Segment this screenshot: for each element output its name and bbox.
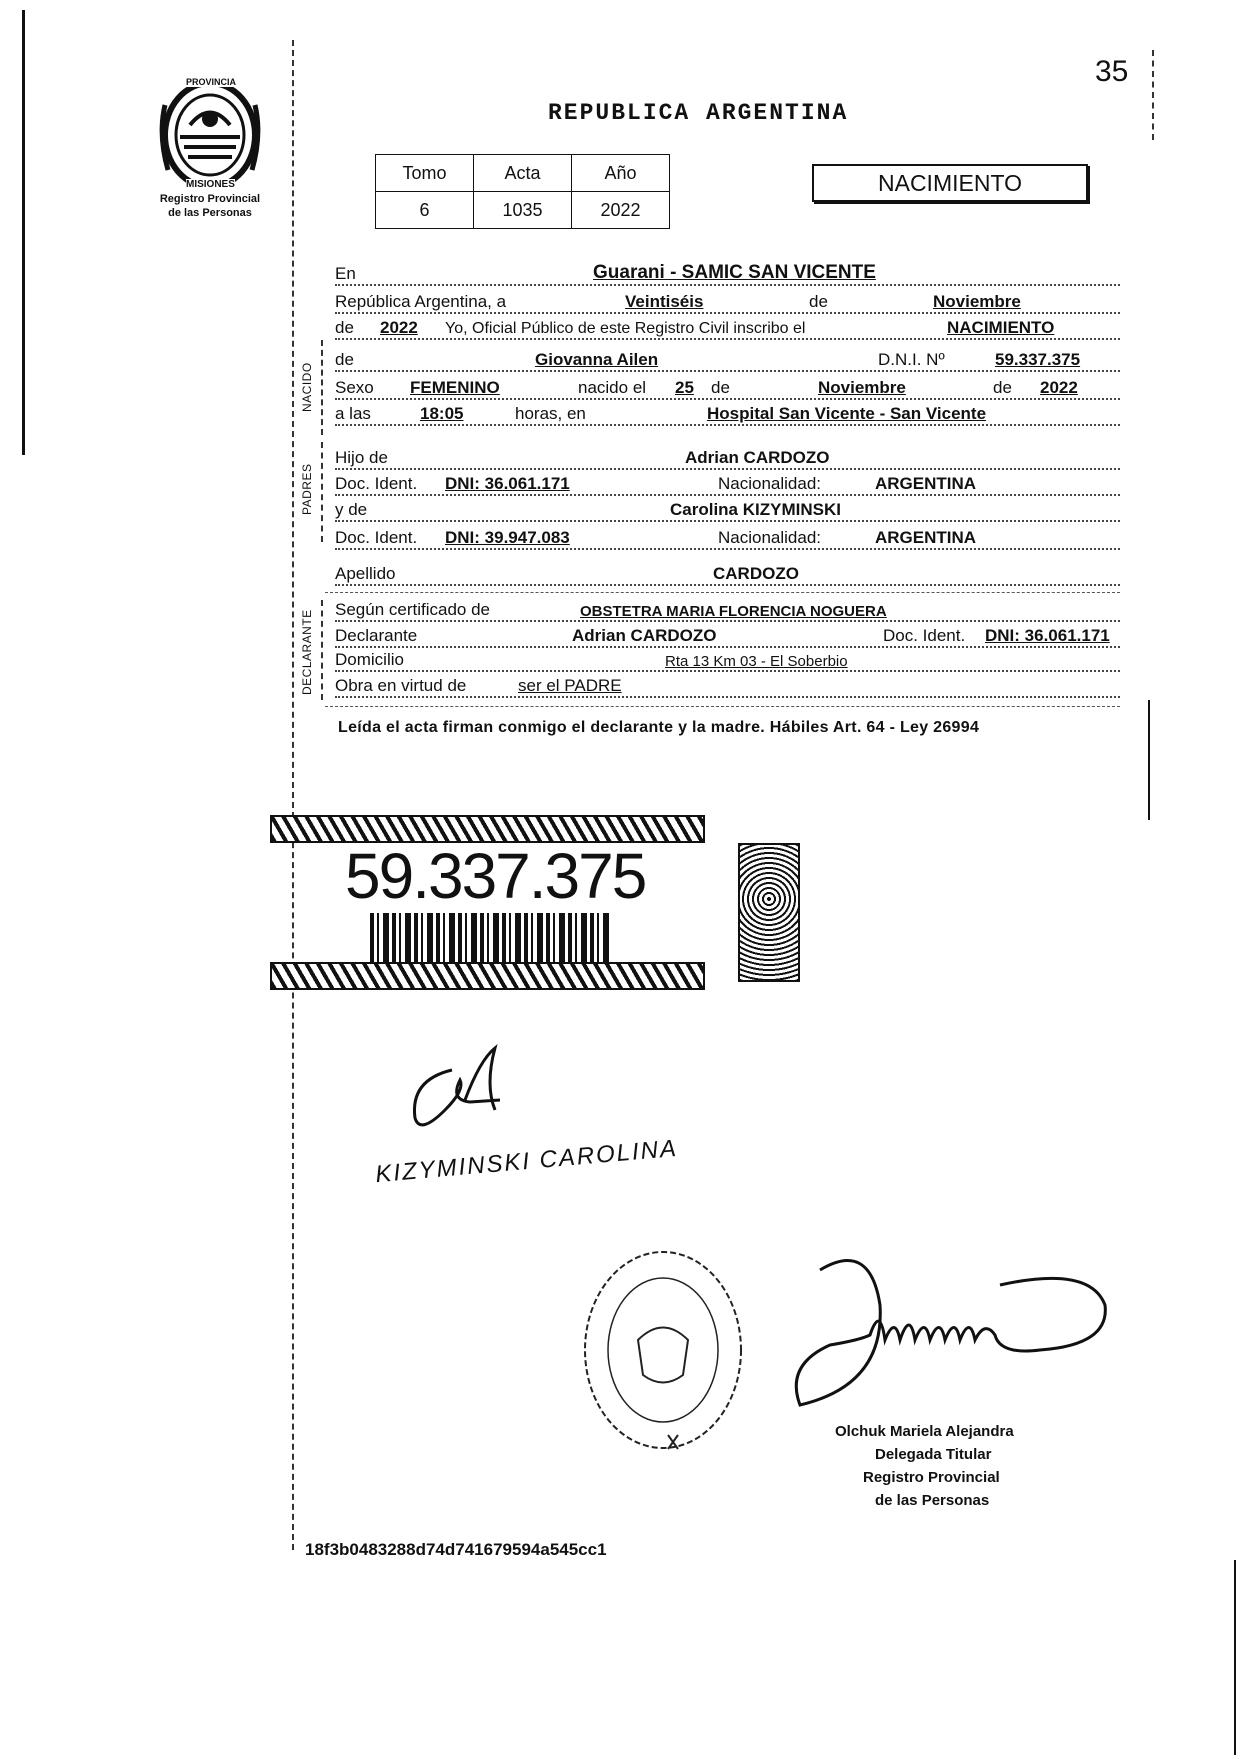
value-year: 2022 xyxy=(380,318,418,337)
record-table-header-row xyxy=(376,155,670,192)
official-signature-icon xyxy=(760,1245,1140,1415)
record-table-value-row xyxy=(376,192,670,229)
label-obra: Obra en virtud de xyxy=(335,676,467,695)
value-sexo: FEMENINO xyxy=(410,378,500,397)
value-madre-nac: ARGENTINA xyxy=(875,528,977,547)
value-en: Guarani - SAMIC SAN VICENTE xyxy=(593,262,876,283)
row-sexo xyxy=(335,376,1120,404)
provincial-seal xyxy=(150,75,270,195)
record-value-tomo: 6 xyxy=(376,192,474,229)
label-declarante: Declarante xyxy=(335,626,418,645)
label-doc-ident: Doc. Ident. xyxy=(335,474,418,493)
seal-emblem-bottom: MISIONES xyxy=(186,179,235,190)
row-certificado xyxy=(335,598,1120,626)
document-title: REPUBLICA ARGENTINA xyxy=(548,100,849,126)
row-hora xyxy=(335,402,1120,430)
label-hijo-de: Hijo de xyxy=(335,448,388,467)
value-obra: ser el PADRE xyxy=(518,676,622,695)
binding-line xyxy=(292,40,294,1550)
dni-stamp xyxy=(270,815,705,990)
label-inscribo: Yo, Oficial Público de este Registro Civil inscribo el xyxy=(445,320,806,337)
label-decl-doc: Doc. Ident. xyxy=(883,626,966,645)
seal-caption-1: Registro Provincial xyxy=(159,193,261,205)
row-apellido xyxy=(335,562,1120,590)
record-value-acta: 1035 xyxy=(474,192,572,229)
row-madre xyxy=(335,498,1120,526)
declarant-signature-icon xyxy=(400,1040,540,1140)
value-madre: Carolina KIZYMINSKI xyxy=(670,500,841,519)
record-header-tomo: Tomo xyxy=(376,155,474,192)
value-day-words: Veintiséis xyxy=(625,292,704,311)
label-domicilio: Domicilio xyxy=(335,650,404,669)
label-de2: de xyxy=(335,318,354,337)
record-header-anio: Año xyxy=(572,155,670,192)
row-domicilio xyxy=(335,648,1120,676)
document-hash: 18f3b0483288d74d741679594a545cc1 xyxy=(305,1540,607,1559)
value-padre-doc: DNI: 36.061.171 xyxy=(445,474,570,493)
label-de-nombre: de xyxy=(335,350,354,369)
value-birth-day: 25 xyxy=(675,378,694,397)
value-dni: 59.337.375 xyxy=(995,350,1081,369)
page-number: 35 xyxy=(1095,55,1129,88)
record-value-anio: 2022 xyxy=(572,192,670,229)
right-margin-line xyxy=(1152,50,1154,140)
row-inscribo xyxy=(335,316,1120,344)
row-obra xyxy=(335,674,1120,702)
stamp-pattern-bottom xyxy=(270,962,705,990)
section-bracket-padres xyxy=(321,442,323,542)
label-de3: de xyxy=(711,378,730,397)
label-dni: D.N.I. Nº xyxy=(878,350,945,369)
official-name: Olchuk Mariela Alejandra xyxy=(835,1423,1014,1440)
row-en xyxy=(335,262,1120,290)
value-domicilio: Rta 13 Km 03 - El Soberbio xyxy=(665,653,848,670)
closing-note: Leída el acta firman conmigo el declarante y la madre. Hábiles Art. 64 - Ley 26994 xyxy=(338,719,980,736)
label-de: de xyxy=(809,292,828,311)
label-republica: República Argentina, a xyxy=(335,292,507,311)
value-lugar: Hospital San Vicente - San Vicente xyxy=(707,404,987,423)
value-birth-month: Noviembre xyxy=(818,378,906,397)
value-certificado: OBSTETRA MARIA FLORENCIA NOGUERA xyxy=(580,603,887,620)
value-apellido: CARDOZO xyxy=(713,564,799,583)
official-office-1: Registro Provincial xyxy=(863,1469,1000,1486)
label-nacido-el: nacido el xyxy=(578,378,647,397)
side-label-padres: PADRES xyxy=(300,463,314,515)
row-madre-doc xyxy=(335,526,1120,554)
label-en: En xyxy=(335,264,356,283)
seal-caption-2: de las Personas xyxy=(168,207,252,219)
stamp-pattern-top xyxy=(270,815,705,843)
office-round-stamp-icon xyxy=(578,1245,748,1455)
mother-handwritten-name: KIZYMINSKI CAROLINA xyxy=(374,1134,679,1189)
label-sexo: Sexo xyxy=(335,378,374,397)
value-madre-doc: DNI: 39.947.083 xyxy=(445,528,570,547)
left-margin-line xyxy=(22,10,25,455)
right-edge-line xyxy=(1148,700,1150,820)
value-hora: 18:05 xyxy=(420,404,464,423)
right-edge-line-bottom xyxy=(1234,1560,1236,1755)
record-table xyxy=(375,154,670,229)
label-de4: de xyxy=(993,378,1012,397)
value-declarante: Adrian CARDOZO xyxy=(572,626,717,645)
label-apellido: Apellido xyxy=(335,564,396,583)
side-label-declarante: DECLARANTE xyxy=(300,609,314,695)
label-nacionalidad2: Nacionalidad: xyxy=(718,528,822,547)
stamp-barcode xyxy=(370,913,610,963)
value-padre: Adrian CARDOZO xyxy=(685,448,830,467)
label-horas-en: horas, en xyxy=(515,404,586,423)
value-month: Noviembre xyxy=(933,292,1021,311)
official-office-2: de las Personas xyxy=(875,1492,990,1509)
value-inscribo: NACIMIENTO xyxy=(947,318,1055,337)
value-nombre: Giovanna Ailen xyxy=(535,350,659,369)
value-birth-year: 2022 xyxy=(1040,378,1078,397)
official-title: Delegada Titular xyxy=(875,1446,992,1463)
seal-emblem-icon xyxy=(150,75,270,195)
document-type-box: NACIMIENTO xyxy=(812,164,1088,202)
label-nacionalidad: Nacionalidad: xyxy=(718,474,822,493)
row-padre xyxy=(335,446,1120,474)
label-doc-ident2: Doc. Ident. xyxy=(335,528,418,547)
row-fecha xyxy=(335,290,1120,318)
value-decl-doc: DNI: 36.061.171 xyxy=(985,626,1110,645)
record-header-acta: Acta xyxy=(474,155,572,192)
section-bracket-declarante xyxy=(321,600,323,700)
side-label-nacido: NACIDO xyxy=(300,362,314,412)
label-certificado: Según certificado de xyxy=(335,600,490,619)
row-padre-doc xyxy=(335,472,1120,500)
section-rule-2 xyxy=(325,706,1120,707)
row-nombre xyxy=(335,348,1120,376)
section-bracket-nacido xyxy=(321,340,323,435)
section-rule-1 xyxy=(325,592,1120,593)
label-y-de: y de xyxy=(335,500,368,519)
seal-emblem-top: PROVINCIA xyxy=(186,77,237,87)
fingerprint-stamp xyxy=(738,843,800,982)
stamp-dni-number: 59.337.375 xyxy=(345,840,646,912)
value-padre-nac: ARGENTINA xyxy=(875,474,977,493)
label-a-las: a las xyxy=(335,404,371,423)
